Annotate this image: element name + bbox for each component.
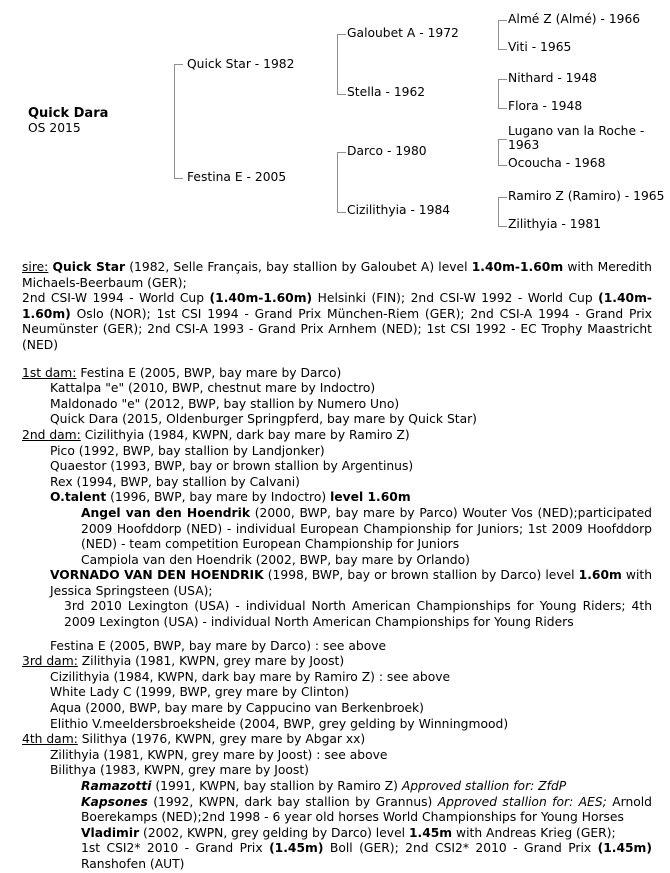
- bracket-gen3-b: [498, 79, 507, 109]
- pedigree-text-line: [50, 685, 652, 701]
- text-run: 3rd dam:: [22, 654, 78, 669]
- subject-name: Quick Dara: [28, 106, 109, 121]
- pedigree-text-line: [50, 717, 652, 733]
- text-run: Maldonado "e" (2012, BWP, bay stallion by Numero Uno): [50, 396, 400, 411]
- text-run: Pico (1992, BWP, bay stallion by Landjonker): [50, 443, 325, 458]
- pedigree-text-line: [22, 654, 652, 670]
- text-run: (1998, BWP, bay or brown stallion by Darco) level: [263, 568, 579, 583]
- text-run: 1st dam:: [22, 365, 77, 380]
- text-run: Oslo (NOR); 1st CSI 1994 - Grand Prix München-Riem (GER); 2nd CSI-A 1994 - Grand Prix Neumünster (GER); 2nd CSI-A 1993 - Grand Prix Arnhem (NED); 1st CSI 1992 - EC Trophy Maastricht (NED): [22, 306, 652, 352]
- pedigree-entry-ocoucha: Ocoucha - 1968: [508, 156, 606, 170]
- pedigree-text-line: [81, 506, 652, 553]
- pedigree-entry-ramiro: Ramiro Z (Ramiro) - 1965: [508, 189, 665, 203]
- pedigree-entry-cizilithyia: Cizilithyia - 1984: [347, 203, 451, 217]
- subject-block: [28, 107, 108, 135]
- pedigree-text-line: [50, 397, 652, 413]
- text-run: Vladimir: [81, 825, 140, 840]
- pedigree-text-line: [50, 763, 652, 779]
- text-run: VORNADO VAN DEN HOENDRIK: [50, 568, 264, 583]
- text-run: Quaestor (1993, BWP, bay or brown stallion by Argentinus): [50, 459, 414, 474]
- text-run: Cizilithyia (1984, KWPN, dark bay mare by Ramiro Z) : see above: [50, 669, 451, 684]
- text-run: (1992, KWPN, dark bay stallion by Grannus): [147, 794, 438, 809]
- text-run: Festina E (2005, BWP, bay mare by Darco) : see above: [50, 638, 387, 653]
- text-run: 1st CSI2* 2010 - Grand Prix: [81, 841, 270, 856]
- text-run: O.talent: [50, 490, 107, 505]
- text-run: level 1.60m: [330, 490, 411, 505]
- pedigree-entry-sire: Quick Star - 1982: [187, 57, 295, 71]
- pedigree-text-line: [50, 568, 652, 599]
- pedigree-text-line: [50, 381, 652, 397]
- pedigree-text-line: [50, 748, 652, 764]
- text-run: with Meredith Michaels-Beerbaum (GER);: [22, 260, 652, 290]
- pedigree-entry-flora: Flora - 1948: [508, 99, 583, 113]
- pedigree-entry-galoubet: Galoubet A - 1972: [347, 26, 459, 40]
- subject-studbook: OS 2015: [28, 121, 81, 135]
- text-run: Approved stallion for: ZfdP: [401, 779, 567, 793]
- text-run: Kapsones: [81, 794, 148, 809]
- bracket-gen1: [174, 64, 183, 179]
- text-run: Quick Star: [52, 260, 126, 274]
- text-run: Bilithya (1983, KWPN, grey mare by Joost): [50, 763, 309, 778]
- text-run: Elithio V.meeldersbroeksheide (2004, BWP, grey gelding by Winningmood): [50, 716, 509, 731]
- text-run: with Jessica Springsteen (USA);: [50, 568, 652, 598]
- text-run: 2nd dam:: [22, 427, 81, 442]
- text-run: Festina E (2005, BWP, bay mare by Darco): [76, 365, 342, 380]
- text-run: Silithya (1976, KWPN, grey mare by Abgar xx): [77, 732, 366, 747]
- pedigree-text-line: [81, 795, 652, 826]
- text-run: Angel van den Hoendrik: [81, 505, 250, 520]
- text-run: Cizilithyia (1984, KWPN, dark bay mare by Ramiro Z): [80, 427, 410, 442]
- pedigree-text-line: [50, 412, 652, 428]
- text-run: Zilithyia (1981, KWPN, grey mare by Joost) : see above: [50, 747, 388, 762]
- text-run: 1.60m: [578, 568, 622, 583]
- text-run: (1996, BWP, bay mare by Indoctro): [106, 490, 331, 505]
- pedigree-text-line: [22, 260, 652, 291]
- text-run: Quick Dara (2015, Oldenburger Springpferd, bay mare by Quick Star): [50, 412, 477, 427]
- pedigree-text-line: [50, 459, 652, 475]
- text-run: Approved stallion for: AES;: [437, 794, 607, 809]
- bracket-gen3-a: [498, 20, 507, 50]
- pedigree-entry-darco: Darco - 1980: [347, 144, 427, 158]
- pedigree-text-line: [22, 366, 652, 382]
- pedigree-text-line: [50, 701, 652, 717]
- pedigree-chart: [0, 0, 670, 256]
- text-run: Aqua (2000, BWP, bay mare by Cappucino van Berkenbroek): [50, 701, 424, 716]
- pedigree-entry-viti: Viti - 1965: [508, 40, 572, 54]
- text-run: Arnold Boerekamps (NED);2nd 1998 - 6 year old horses World Championships for Young Horses: [81, 794, 652, 825]
- text-run: 1.40m-1.60m: [471, 260, 564, 274]
- text-run: Kattalpa "e" (2010, BWP, chestnut mare by Indoctro): [50, 381, 376, 396]
- text-run: (1.45m): [597, 841, 652, 856]
- pedigree-text-line: [50, 670, 652, 686]
- text-run: (1991, KWPN, bay stallion by Ramiro Z): [151, 779, 402, 793]
- text-run: sire:: [22, 260, 49, 274]
- text-run: (1.45m): [269, 841, 324, 856]
- text-run: with Andreas Krieg (GER);: [452, 825, 616, 840]
- pedigree-text-line: [50, 639, 652, 655]
- pedigree-text-line: [81, 826, 652, 842]
- bracket-gen3-c: [498, 139, 507, 166]
- text-run: 4th dam:: [22, 732, 78, 747]
- pedigree-text-line: [81, 553, 652, 569]
- text-run: 1.45m: [408, 825, 453, 840]
- pedigree-text-line: [22, 732, 652, 748]
- pedigree-entry-zilithyia: Zilithyia - 1981: [508, 217, 602, 231]
- pedigree-entry-stella: Stella - 1962: [347, 85, 426, 99]
- pedigree-entry-alme: Almé Z (Almé) - 1966: [508, 12, 641, 26]
- pedigree-entry-dam: Festina E - 2005: [187, 170, 287, 184]
- pedigree-text-line: [22, 428, 652, 444]
- pedigree-text-line: [64, 599, 652, 630]
- text-run: Zilithyia (1981, KWPN, grey mare by Joost): [77, 654, 345, 669]
- bracket-gen2-dam: [337, 152, 346, 213]
- text-run: Boll (GER); 2nd CSI2* 2010 - Grand Prix: [323, 841, 598, 856]
- text-run: White Lady C (1999, BWP, grey mare by Clinton): [50, 685, 350, 700]
- pedigree-text-line: [22, 291, 652, 353]
- bracket-gen2-sire: [337, 34, 346, 95]
- pedigree-text-line: [50, 444, 652, 460]
- pedigree-entry-nithard: Nithard - 1948: [508, 71, 597, 85]
- text-run: (1982, Selle Français, bay stallion by Galoubet A) level: [125, 260, 472, 274]
- bracket-gen3-d: [498, 197, 507, 227]
- text-run: (1.40m-1.60m): [209, 291, 313, 306]
- pedigree-text-line: [81, 841, 652, 872]
- text-run: (2000, BWP, bay mare by Parco) Wouter Vos (NED);participated 2009 Hoofddorp (NED) - individual European Championship for Juniors; 1st 2009 Hoofddorp (NED) - team competition European Championship for Juniors: [81, 505, 652, 552]
- pedigree-details: [0, 256, 670, 873]
- text-run: (2002, KWPN, grey gelding by Darco) level: [139, 825, 409, 840]
- text-run: Helsinki (FIN); 2nd CSI-W 1992 - World Cup: [312, 291, 599, 306]
- text-run: 2nd CSI-W 1994 - World Cup: [22, 291, 210, 306]
- text-run: Rex (1994, BWP, bay stallion by Calvani): [50, 474, 300, 489]
- text-run: (1.40m-1.60m): [22, 291, 652, 321]
- pedigree-text-line: [81, 779, 652, 795]
- text-run: Campiola van den Hoendrik (2002, BWP, bay mare by Orlando): [81, 552, 470, 567]
- text-run: Ranshofen (AUT): [81, 856, 185, 871]
- text-run: 3rd 2010 Lexington (USA) - individual North American Championships for Young Riders; 4th 2009 Lexington (USA) - individual North American Championships for Young Riders: [64, 599, 652, 630]
- text-run: Ramazotti: [81, 779, 152, 793]
- pedigree-text-line: [50, 475, 652, 491]
- pedigree-text-line: [50, 490, 652, 506]
- pedigree-entry-lugano: Lugano van la Roche - 1963: [508, 124, 645, 152]
